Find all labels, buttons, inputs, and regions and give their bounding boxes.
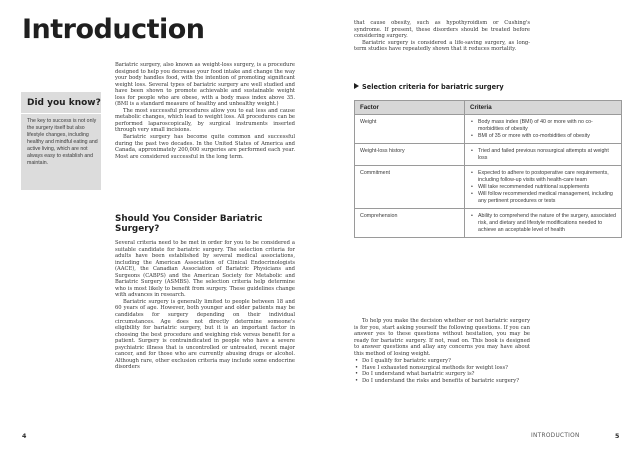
intro-paragraph: Bariatric surgery has become quite common and successful during the past two decades. In the United States of America and Canada, approximately 200,000 surgeries are performed each year. Most are considered successful in the long term. [115,134,295,160]
table-row [355,209,622,238]
right-page [320,0,640,458]
table-caption-text: Selection criteria for bariatric surgery [362,83,504,91]
criteria-item: • Tried and failed previous nonsurgical attempts at weight loss [470,148,616,162]
did-you-know-heading: Did you know? [27,98,101,108]
questions-list [354,358,530,384]
table-header-criteria: Criteria [465,101,622,115]
criteria-cell [465,115,622,144]
question-item: • Have I exhausted nonsurgical methods for weight loss? [354,365,530,372]
factor-cell: Commitment [355,166,465,209]
section-body [115,240,295,371]
table-header-row [355,101,622,115]
criteria-item: • BMI of 35 or more with co-morbidities of obesity [470,133,616,140]
table-row [355,144,622,166]
criteria-cell [465,144,622,166]
criteria-item: • Expected to adhere to postoperative care requirements, including follow-up visits with health-care team [470,170,616,184]
question-item: • Do I qualify for bariatric surgery? [354,358,530,365]
criteria-cell [465,209,622,238]
question-item: • Do I understand what bariatric surgery is? [354,371,530,378]
criteria-table [354,100,622,238]
page-title: Introduction [22,14,205,45]
intro-paragraph: Bariatric surgery, also known as weight-loss surgery, is a procedure designed to help you decrease your food intake and change the way your body handles food, with the intention of promoting significant weight loss. Several types of bariatric surgery are well studied and have been shown to promote achievable and sustainable weight loss for people who are obese, with a body mass index above 35. (BMI is a standard measure of healthy and unhealthy weight.) [115,62,295,108]
continued-body [354,20,530,53]
criteria-item: • Ability to comprehend the nature of the surgery, associated risk, and dietary and lifestyle modifications needed to achieve an acceptable level of health [470,213,616,234]
table-header-factor: Factor [355,101,465,115]
table-row [355,115,622,144]
criteria-cell [465,166,622,209]
criteria-item: • Will follow recommended medical management, including any pertinent procedures or tests [470,191,616,205]
factor-cell: Comprehension [355,209,465,238]
triangle-bullet-icon [354,83,359,89]
did-you-know-divider [21,113,101,114]
factor-cell: Weight-loss history [355,144,465,166]
section-heading: Should You Consider Bariatric Surgery? [115,214,263,234]
intro-body [115,62,295,160]
intro-paragraph: The most successful procedures allow you to eat less and cause metabolic changes, which lead to weight loss. All procedures can be performed laparoscopically, by surgical instruments inserted through very small incisions. [115,107,295,134]
continued-paragraph: Bariatric surgery is considered a life-saving surgery, as long-term studies have repeatedly shown that it reduces mortality. [354,39,530,53]
page-number-left: 4 [22,433,27,440]
question-item: • Do I understand the risks and benefits of bariatric surgery? [354,378,530,385]
section-paragraph: Bariatric surgery is generally limited to people between 18 and 60 years of age. However, both younger and older patients may be candidates for surgery depending on their individual circumstances. Age does not directly determine someone's eligibility for bariatric surgery, but it is an important factor in choosing the best procedure and weighing risk versus benefit for a patient. Surgery is contraindicated in people who have a severe psychiatric illness that is uncontrolled or untreated, recent major cancer, and for those who are currently abusing drugs or alcohol. Although rare, other exclusion criteria may include some endocrine disorders [115,298,295,371]
section-paragraph: Several criteria need to be met in order for you to be considered a suitable candidate for bariatric surgery. The selection criteria for adults have been established by several medical associations, including the American Association of Clinical Endocrinologists (AACE), the Canadian Association of Bariatric Physicians and Surgeons (CABPS) and the American Society for Metabolic and Bariatric Surgery (ASMBS). The selection criteria help determine who is most likely to benefit from surgery. These guidelines change with advances in research. [115,240,295,299]
did-you-know-box [21,92,101,190]
page-number-right: 5 [615,433,620,440]
table-row [355,166,622,209]
criteria-item: • Body mass index (BMI) of 40 or more with no co-morbidities of obesity [470,119,616,133]
running-footer: INTRODUCTION [531,433,580,439]
did-you-know-text: The key to success is not only the surgery itself but also lifestyle changes, including healthy and mindful eating and active living, which are not always easy to establish and maintain. [27,118,98,166]
table-caption [354,83,504,91]
questions-section [354,318,530,384]
questions-intro: To help you make the decision whether or not bariatric surgery is for you, start asking yourself the following questions. If you can answer yes to these questions without hesitation, you may be ready for bariatric surgery. If not, read on. This book is designed to answer questions and allay any concerns you may have about this method of losing weight. [354,318,530,357]
continued-paragraph: that cause obesity, such as hypothyroidism or Cushing's syndrome. If present, these disorders should be treated before considering surgery. [354,20,530,40]
factor-cell: Weight [355,115,465,144]
criteria-item: • Will take recommended nutritional supplements [470,184,616,191]
